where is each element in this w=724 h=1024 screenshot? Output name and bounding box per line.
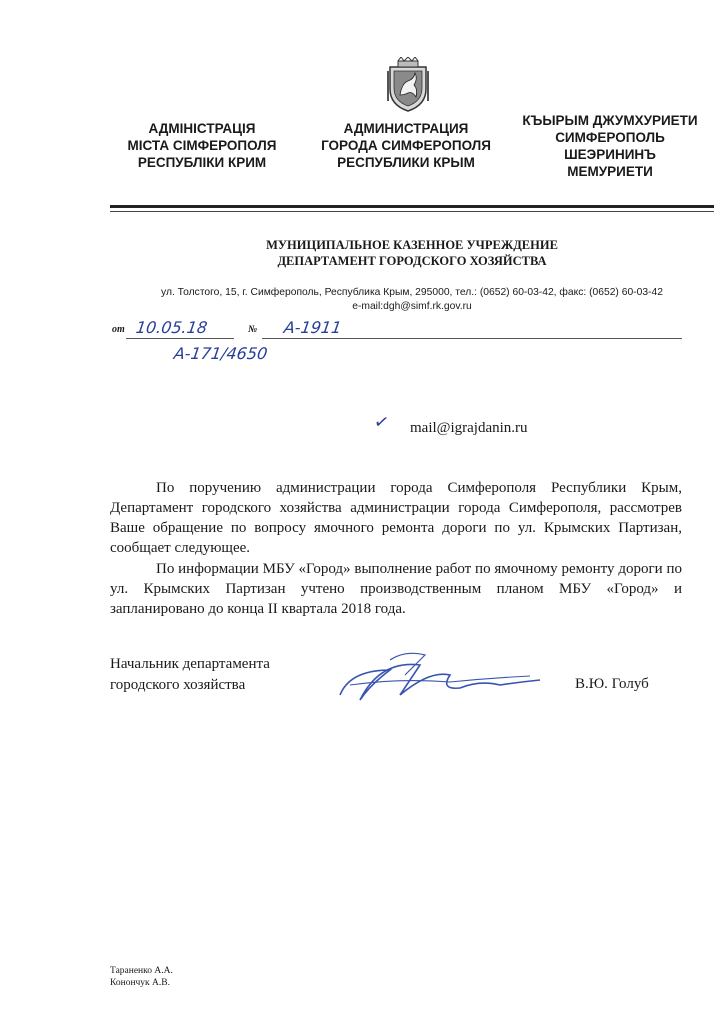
header-russian-line: РЕСПУБЛИКИ КРЫМ xyxy=(337,155,475,170)
checkmark-icon: ✓ xyxy=(372,410,391,435)
position-line: городского хозяйства xyxy=(110,677,246,693)
header-russian xyxy=(306,120,506,171)
signatory-name: В.Ю. Голуб xyxy=(575,676,649,692)
header-ukrainian-line: МІСТА СІМФЕРОПОЛЯ xyxy=(127,138,277,153)
header-ukrainian xyxy=(112,120,292,171)
header-crimean-tatar-line: КЪЫРЫМ ДЖУМХУРИЕТИ xyxy=(522,113,698,128)
header-ukrainian-line: РЕСПУБЛІКИ КРИМ xyxy=(137,155,267,170)
address-line: ул. Толстого, 15, г. Симферополь, Республика Крым, 295000, тел.: (0652) 60-03-42, факс: (0652) 60-03-42 xyxy=(161,287,663,298)
address-block xyxy=(110,286,714,314)
header-crimean-tatar-line: СИМФЕРОПОЛЬ xyxy=(555,130,665,145)
handwritten-number: А-1911 xyxy=(282,318,343,337)
header-crimean-tatar-line: ШЕЭРИНИНЪ xyxy=(564,147,656,162)
executors xyxy=(110,965,173,989)
handwritten-incoming-number: А-171/4650 xyxy=(172,344,269,363)
header-divider-thin xyxy=(110,211,714,212)
date-underline xyxy=(126,338,234,339)
position-line: Начальник департамента xyxy=(110,656,270,672)
body-paragraph: По информации МБУ «Город» выполнение работ по ямочному ремонту дороги по ул. Крымских Партизан учтено производственным планом МБУ «Город» и запланировано до конца II квартала 2018 года. xyxy=(110,561,682,617)
organization-line: ДЕПАРТАМЕНТ ГОРОДСКОГО ХОЗЯЙСТВА xyxy=(277,254,547,268)
handwritten-signature xyxy=(330,640,550,720)
reference-line xyxy=(112,316,702,366)
organization-line: МУНИЦИПАЛЬНОЕ КАЗЕННОЕ УЧРЕЖДЕНИЕ xyxy=(266,238,558,252)
body-paragraph: По поручению администрации города Симферополя Республики Крым, Департамент городского хозяйства администрации города Симферополя, рассмотрев Ваше обращение по вопросу ямочного ремонта дороги по ул. Крымских Партизан, сообщает следующее. xyxy=(110,480,682,556)
number-underline xyxy=(262,338,682,339)
header-russian-line: ГОРОДА СИМФЕРОПОЛЯ xyxy=(321,138,491,153)
header-crimean-tatar-line: МЕМУРИЕТИ xyxy=(567,164,653,179)
signatory-position xyxy=(110,654,270,696)
header-russian-line: АДМИНИСТРАЦИЯ xyxy=(343,121,469,136)
executor-name: Конончук А.В. xyxy=(110,978,170,988)
from-label: от xyxy=(112,324,125,335)
recipient-email: mail@igrajdanin.ru xyxy=(410,420,528,436)
executor-name: Тараненко А.А. xyxy=(110,966,173,976)
email-line: e-mail:dgh@simf.rk.gov.ru xyxy=(352,301,472,312)
number-label: № xyxy=(248,324,258,335)
handwritten-date: 10.05.18 xyxy=(134,318,209,337)
header-crimean-tatar xyxy=(505,112,715,180)
organization-name xyxy=(110,237,714,269)
crimea-coat-of-arms-icon xyxy=(384,57,432,113)
header-ukrainian-line: АДМІНІСТРАЦІЯ xyxy=(148,121,256,136)
header-divider-thick xyxy=(110,205,714,208)
